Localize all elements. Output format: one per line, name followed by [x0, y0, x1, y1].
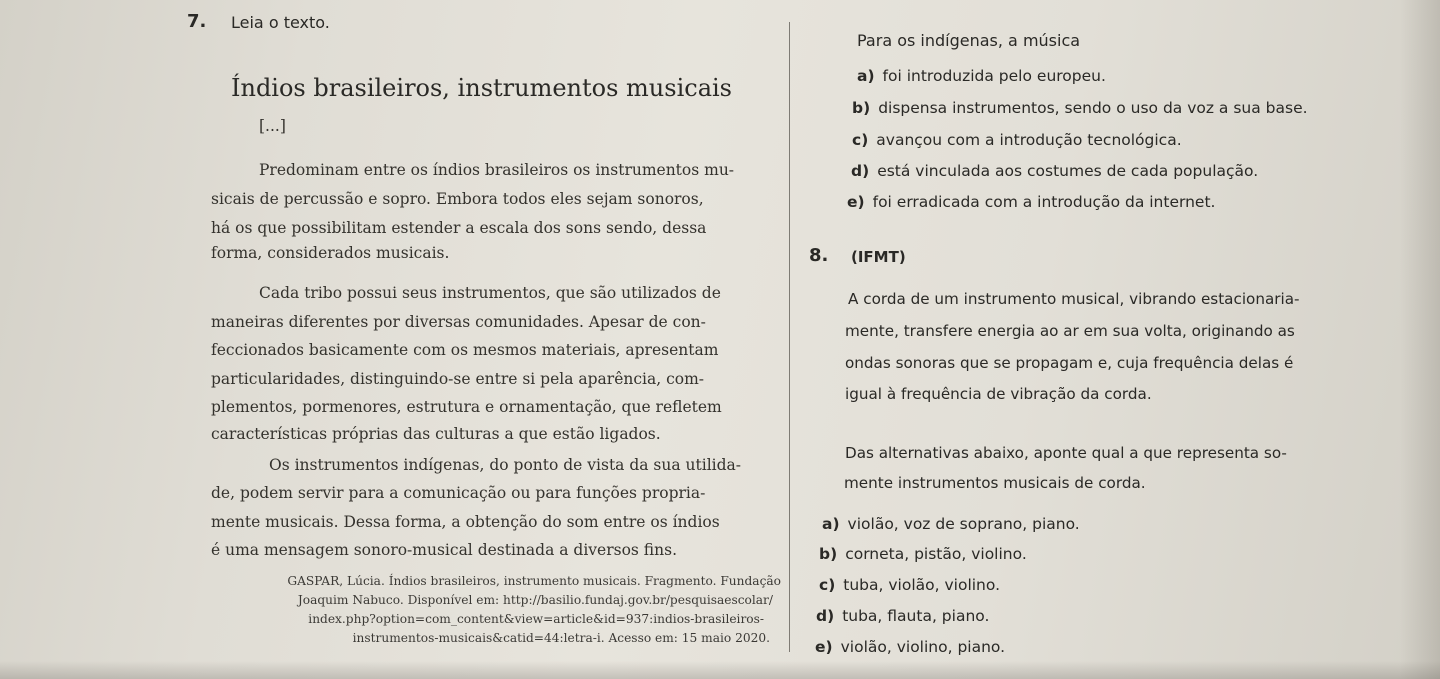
option-text: corneta, pistão, violino.: [845, 545, 1027, 563]
text-title: Índios brasileiros, instrumentos musicais: [231, 74, 732, 102]
option-letter: d): [816, 607, 835, 625]
text-ellipsis: [...]: [259, 117, 286, 135]
paragraph-2-line: Cada tribo possui seus instrumentos, que são utilizados de: [259, 284, 721, 302]
question-8-statement-line: A corda de um instrumento musical, vibrando estacionaria-: [848, 290, 1300, 308]
question-8-prompt-line: Das alternativas abaixo, aponte qual a que representa so-: [845, 444, 1287, 462]
citation-line: Joaquim Nabuco. Disponível em: http://basilio.fundaj.gov.br/pesquisaescolar/: [297, 593, 773, 607]
option-letter: b): [819, 545, 838, 563]
question-7-prompt: Para os indígenas, a música: [857, 31, 1081, 50]
option-text: tuba, flauta, piano.: [842, 607, 990, 625]
paragraph-1-line: forma, considerados musicais.: [211, 244, 450, 262]
paragraph-2-line: plementos, pormenores, estrutura e ornamentação, que refletem: [211, 398, 722, 416]
option-letter: a): [857, 67, 875, 85]
option-text: violão, voz de soprano, piano.: [847, 515, 1080, 533]
paragraph-1-line: há os que possibilitam estender a escala dos sons sendo, dessa: [211, 219, 707, 237]
option-text: violão, violino, piano.: [840, 638, 1006, 656]
option-letter: a): [822, 515, 840, 533]
option-text: avançou com a introdução tecnológica.: [876, 131, 1182, 149]
paragraph-3-line: de, podem servir para a comunicação ou para funções propria-: [211, 484, 706, 502]
q8-option-a[interactable]: [822, 515, 1080, 533]
q8-option-e[interactable]: [815, 638, 1005, 656]
q7-option-c[interactable]: [852, 131, 1182, 149]
q8-option-c[interactable]: [819, 576, 1000, 594]
question-7-instruction: Leia o texto.: [231, 13, 330, 32]
question-8-statement-line: igual à frequência de vibração da corda.: [845, 385, 1152, 403]
question-7-number: 7.: [187, 11, 207, 32]
option-text: está vinculada aos costumes de cada população.: [877, 162, 1259, 180]
paragraph-3-line: Os instrumentos indígenas, do ponto de vista da sua utilida-: [269, 456, 742, 474]
page-edge-shadow: [1400, 0, 1440, 679]
question-8-number: 8.: [809, 245, 829, 266]
option-letter: e): [815, 638, 833, 656]
q7-option-b[interactable]: [852, 99, 1308, 117]
option-text: foi introduzida pelo europeu.: [882, 67, 1106, 85]
paragraph-2-line: particularidades, distinguindo-se entre si pela aparência, com-: [211, 370, 705, 388]
option-text: dispensa instrumentos, sendo o uso da voz a sua base.: [878, 99, 1308, 117]
paragraph-3-line: é uma mensagem sonoro-musical destinada a diversos fins.: [211, 541, 677, 559]
option-letter: c): [852, 131, 869, 149]
paragraph-1-line: Predominam entre os índios brasileiros os instrumentos mu-: [259, 161, 735, 179]
citation-line: instrumentos-musicais&catid=44:letra-i. Acesso em: 15 maio 2020.: [352, 631, 770, 645]
page-bottom-shadow: [0, 661, 1440, 679]
q7-option-a[interactable]: [857, 67, 1106, 85]
q7-option-d[interactable]: [851, 162, 1258, 180]
question-8-statement-line: mente, transfere energia ao ar em sua volta, originando as: [845, 322, 1295, 340]
option-letter: e): [847, 193, 865, 211]
option-letter: c): [819, 576, 836, 594]
option-letter: b): [852, 99, 871, 117]
paragraph-1-line: sicais de percussão e sopro. Embora todos eles sejam sonoros,: [211, 190, 704, 208]
q8-option-d[interactable]: [816, 607, 989, 625]
paragraph-2-line: características próprias das culturas a que estão ligados.: [211, 425, 661, 443]
q7-option-e[interactable]: [847, 193, 1215, 211]
column-divider: [789, 22, 790, 652]
option-text: tuba, violão, violino.: [843, 576, 1001, 594]
citation-line: GASPAR, Lúcia. Índios brasileiros, instrumento musicais. Fragmento. Fundação: [287, 574, 781, 588]
q8-option-b[interactable]: [819, 545, 1027, 563]
paragraph-2-line: maneiras diferentes por diversas comunidades. Apesar de con-: [211, 313, 706, 331]
paragraph-2-line: feccionados basicamente com os mesmos materiais, apresentam: [211, 341, 719, 359]
paragraph-3-line: mente musicais. Dessa forma, a obtenção do som entre os índios: [211, 513, 720, 531]
option-letter: d): [851, 162, 870, 180]
option-text: foi erradicada com a introdução da internet.: [872, 193, 1216, 211]
citation-line: index.php?option=com_content&view=article&id=937:indios-brasileiros-: [308, 612, 764, 626]
question-8-prompt-line: mente instrumentos musicais de corda.: [844, 474, 1146, 492]
question-8-source: (IFMT): [851, 248, 906, 266]
question-8-statement-line: ondas sonoras que se propagam e, cuja frequência delas é: [845, 354, 1294, 372]
